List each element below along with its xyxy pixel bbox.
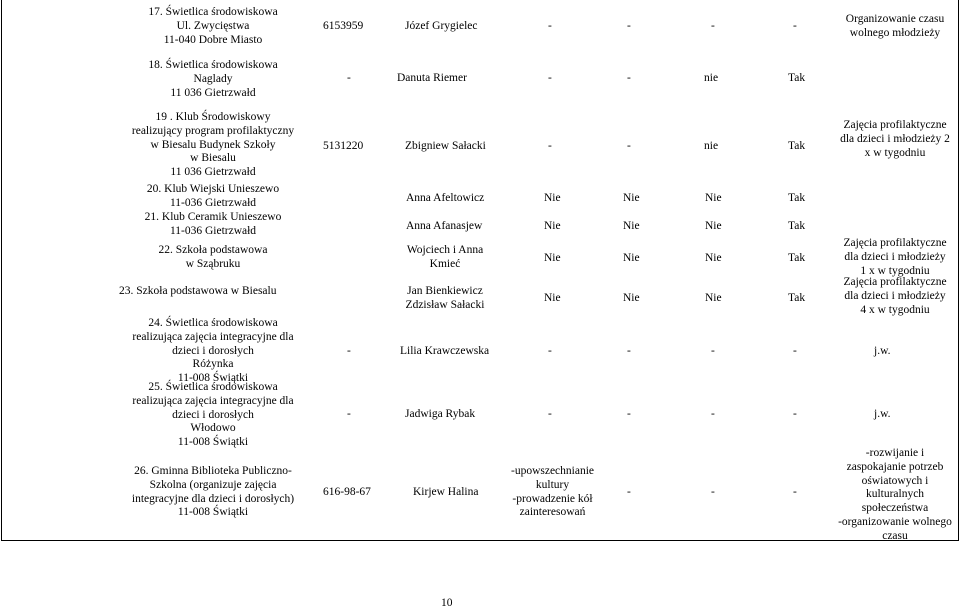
institution-cell: 17. Świetlica środowiskowa Ul. Zwycięstwa 11-040 Dobre Miasto [148,6,278,46]
institution-cell: 26. Gminna Biblioteka Publiczno- Szkolna (organizuje zajęcia integracyjne dla dzieci i dorosłych) 11-008 Świątki [131,465,295,519]
value-cell: Nie [705,192,722,204]
value-cell: - [627,408,631,420]
notes-cell: -rozwijanie i zaspokajanie potrzeb oświatowych i kulturalnych społeczeństwa -organizowanie wolnego czasu [838,447,952,542]
value-cell: Nie [705,292,722,304]
value-cell: - [627,140,631,152]
institution-cell: 18. Świetlica środowiskowa Naglady 11 036 Gietrzwałd [148,59,278,99]
value-cell: nie [704,72,719,84]
value-cell: - [548,140,552,152]
institution-cell: 22. Szkoła podstawowa w Sząbruku [158,244,268,270]
value-cell: - [711,20,715,32]
value-cell: nie [704,140,719,152]
value-cell: Nie [623,220,640,232]
value-cell: - [627,345,631,357]
notes-cell: Organizowanie czasu wolnego młodzieży [845,13,945,39]
notes-cell: j.w. [874,345,891,357]
person-cell: Kirjew Halina [413,486,479,498]
person-cell: Danuta Riemer [397,72,467,84]
notes-cell: Zajęcia profilaktyczne dla dzieci i młodzieży 2 x w tygodniu [840,119,950,159]
notes-cell: Zajęcia profilaktyczne dla dzieci i młodzieży 1 x w tygodniu [843,237,947,277]
value-cell: Nie [623,292,640,304]
value-cell: - [711,408,715,420]
notes-cell: Zajęcia profilaktyczne dla dzieci i młodzieży 4 x w tygodniu [843,276,947,316]
value-cell: - [793,408,797,420]
value-cell: Nie [705,252,722,264]
value-cell: Nie [623,192,640,204]
institution-cell: 20. Klub Wiejski Unieszewo 11-036 Gietrzwałd [146,183,280,209]
phone-cell: - [347,345,351,357]
institution-cell: 24. Świetlica środowiskowa realizująca zajęcia integracyjne dla dzieci i dorosłych Różynka 11-008 Świątki [132,317,294,385]
value-cell: - [711,345,715,357]
value-cell: Tak [788,220,806,232]
person-cell: Jadwiga Rybak [405,408,476,420]
person-cell: Anna Afanasjew [406,220,483,232]
value-cell: Nie [544,220,561,232]
value-cell: - [627,486,631,498]
phone-cell: - [347,408,351,420]
person-cell: Lilia Krawczewska [400,345,490,357]
institution-cell: 23. Szkoła podstawowa w Biesalu [119,285,277,297]
institution-cell: 19 . Klub Środowiskowy realizujący program profilaktyczny w Biesalu Budynek Szkoły w Biesalu 11 036 Gietrzwałd [131,111,295,179]
value-cell: - [627,20,631,32]
phone-cell: - [347,72,351,84]
value-cell: Tak [788,252,806,264]
value-cell: Tak [788,72,806,84]
value-cell: Nie [623,252,640,264]
value-cell: Nie [544,252,561,264]
activity-cell: -upowszechnianie kultury -prowadzenie kół zainteresowań [510,465,595,519]
person-cell: Józef Grygielec [405,20,478,32]
notes-cell: j.w. [874,408,891,420]
institution-cell: 21. Klub Ceramik Unieszewo 11-036 Gietrzwałd [144,211,282,237]
person-cell: Zbigniew Sałacki [405,140,486,152]
value-cell: - [548,345,552,357]
value-cell: - [793,20,797,32]
person-cell: Jan Bienkiewicz Zdzisław Sałacki [405,285,485,311]
person-cell: Anna Afeltowicz [406,192,485,204]
person-cell: Wojciech i Anna Kmieć [406,244,484,270]
value-cell: Nie [705,220,722,232]
value-cell: Tak [788,192,806,204]
institution-cell: 25. Świetlica środowiskowa realizująca zajęcia integracyjne dla dzieci i dorosłych Włodowo 11-008 Świątki [132,381,294,449]
value-cell: Nie [544,192,561,204]
value-cell: - [711,486,715,498]
table-bottom-border [1,540,959,541]
value-cell: Tak [788,292,806,304]
value-cell: - [548,20,552,32]
value-cell: Nie [544,292,561,304]
phone-cell: 5131220 [323,140,364,152]
value-cell: - [793,486,797,498]
phone-cell: 6153959 [323,20,364,32]
value-cell: - [548,408,552,420]
value-cell: - [793,345,797,357]
value-cell: Tak [788,140,806,152]
value-cell: - [627,72,631,84]
value-cell: - [548,72,552,84]
page-number: 10 [441,597,453,609]
table-left-border [1,0,2,540]
phone-cell: 616-98-67 [323,486,371,498]
